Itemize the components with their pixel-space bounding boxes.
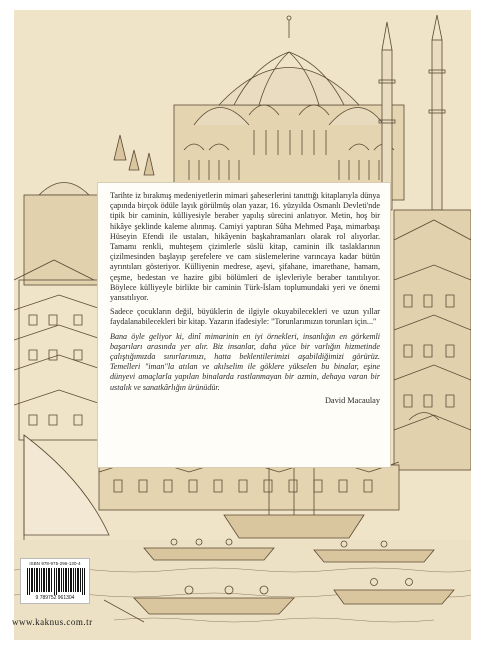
author-quote: Bana öyle geliyor ki, dinî mimarinin en iyi örnekleri, insanlığın en görkemli başarıları arasında yer alır. Biz insanlar, daha yüce bir varlığın hizmetinde çalıştığımızda sınırlarımızı, hatta beklentilerimizi aşabildiğimizi görürüz. Temelleri "iman"la atılan ve akılselim ile göklere yükselen bu binalar, eşine dünyevi amaçlarla yapılan binalarda rastlanmayan bir azmin, dehaya varan bir ustalık ve sanatkârlığın ürünüdür. [110, 331, 380, 392]
audience-paragraph: Sadece çocukların değil, büyüklerin de ilgiyle okuyabilecekleri ve uzun yıllar faydalanabilecekleri bir kitap. Yazarın ifadesiyle: "Torunlarımızın torunları için..." [110, 307, 380, 327]
isbn-label: ISBN 978-975-296-130-4 [29, 561, 81, 566]
publisher-website[interactable]: www.kaknus.com.tr [12, 617, 93, 627]
description-text-box [98, 183, 390, 467]
description-paragraph: Tarihte iz bırakmış medeniyetlerin mimari şaheserlerini tanıttığı kitaplarıyla dünya çapında birçok ödüle layık görülmüş olan yazar, 16. yüzyılda Osmanlı Devleti'nde tipik bir caminin, külliyesiyle beraber yapılış sürecini anlatıyor. Metin, hoş bir hikâye şeklinde kaleme alınmış. Camiyi yaptıran Sûha Mehmed Paşa, mimarbaşı Hüseyin Efendi ile ustaları, hikâyenin başkahramanları olarak rol alıyorlar. Tamamı renkli, muhteşem çizimlerle süslü kitap, caminin ilk taslaklarının çizilmesinden başlayıp şerefelere ve cam süslemelerine varıncaya kadar bütün ayrıntıları gösteriyor. Külliyenin medrese, aşevi, şifahane, imarethane, hamam, çeşme, bedestan ve hazire gibi bölümleri de işlevleriyle beraber tanıtılıyor. Böylece külliyeyle birlikte bir caminin Türk-İslam toplumundaki yeri ve önemi yansıtılıyor. [110, 191, 380, 303]
barcode-bars [27, 568, 85, 595]
quote-author: David Macaulay [324, 395, 380, 405]
isbn-barcode [20, 558, 90, 604]
barcode-number: 9 789752 961304 [35, 595, 75, 601]
